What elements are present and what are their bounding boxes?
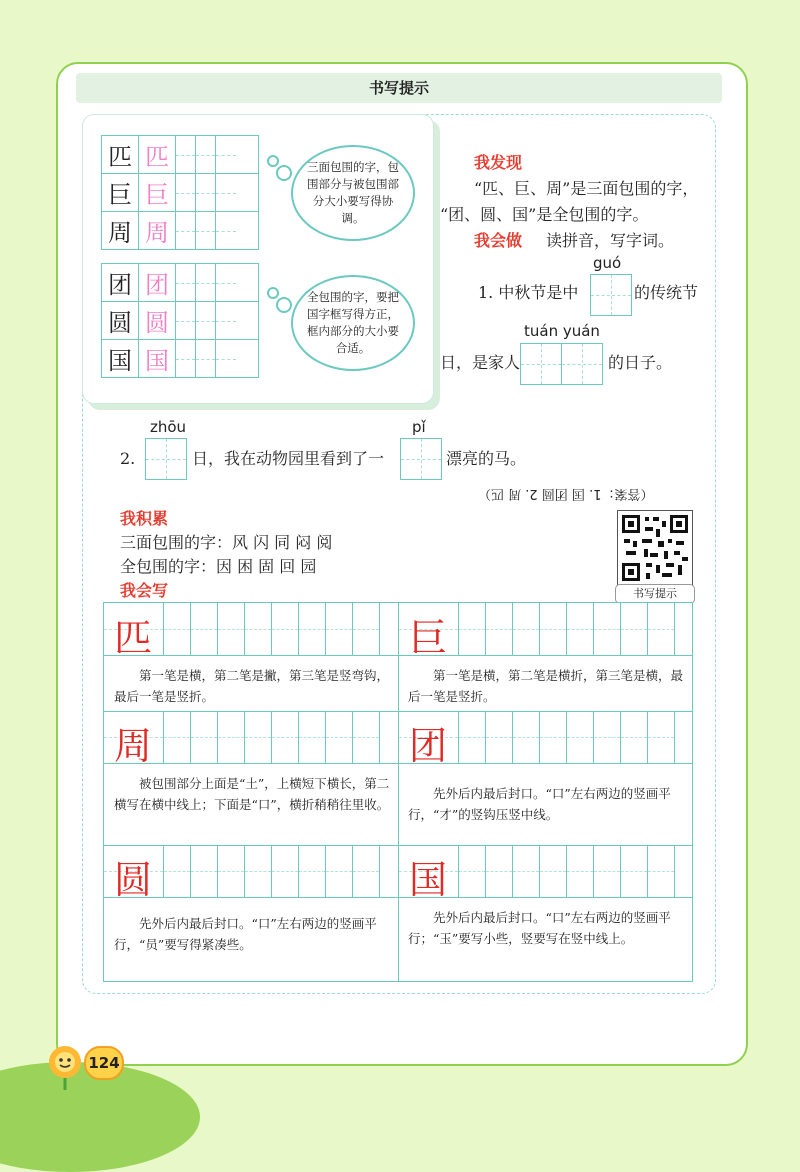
write-char-1: 匹 <box>114 616 153 660</box>
pinyin-guo: guó <box>593 254 622 272</box>
grid-cell <box>216 136 236 173</box>
pinyin-zhou: zhōu <box>150 418 187 436</box>
grid-cell <box>196 340 216 377</box>
thought-dot <box>267 287 279 299</box>
grid-char-trace: 团 <box>139 264 176 301</box>
accumulate-line-2: 全包围的字：因 困 固 回 园 <box>120 557 317 576</box>
grid-cell <box>176 264 196 301</box>
discover-heading: 我发现 <box>474 153 523 172</box>
write-desc-4: 先外后内最后封口。“口”左右两边的竖画平行，“才”的竖钩压竖中线。 <box>408 786 671 822</box>
answer-box-zhou[interactable] <box>145 438 187 480</box>
accumulate-line-1: 三面包围的字：风 闪 同 闷 阅 <box>120 533 333 552</box>
answer-key: （答案：1. 国 团圆 2. 周 匹） <box>478 486 654 501</box>
tip-cloud-full-enclosure: 全包围的字，要把国字框写得方正，框内部分的大小要合适。 <box>291 275 415 371</box>
grid-cell <box>216 212 236 249</box>
q1-text-part1: 1. 中秋节是中 <box>478 283 579 302</box>
thought-dot <box>267 155 279 167</box>
grid-cell <box>216 302 236 339</box>
grid-cell <box>196 264 216 301</box>
grid-char: 周 <box>102 212 139 249</box>
write-desc-5: 先外后内最后封口。“口”左右两边的竖画平行，“员”要写得紧凑些。 <box>114 916 377 952</box>
answer-box-guo[interactable] <box>590 274 632 316</box>
grid-row <box>102 136 258 174</box>
thought-dot <box>276 297 292 313</box>
column-divider <box>398 603 399 981</box>
accumulate-heading: 我积累 <box>120 509 169 528</box>
write-desc-6: 先外后内最后封口。“口”左右两边的竖画平行；“玉”要写小些，竖要写在竖中线上。 <box>408 910 671 946</box>
grid-cell <box>196 212 216 249</box>
grid-row <box>102 302 258 340</box>
grid-char: 团 <box>102 264 139 301</box>
grid-cell <box>176 174 196 211</box>
three-side-grid <box>101 135 259 250</box>
grid-char: 国 <box>102 340 139 377</box>
q2-text-part2: 漂亮的马。 <box>446 449 527 468</box>
qr-label: 书写提示 <box>615 584 695 604</box>
grid-char-trace: 匹 <box>139 136 176 173</box>
write-heading: 我会写 <box>120 581 169 600</box>
row-divider <box>104 655 692 656</box>
grid-char-trace: 周 <box>139 212 176 249</box>
grid-char-trace: 巨 <box>139 174 176 211</box>
grid-cell <box>196 174 216 211</box>
grid-char-trace: 国 <box>139 340 176 377</box>
grid-cell <box>176 302 196 339</box>
can-do-heading: 我会做 <box>474 231 523 250</box>
grid-char: 巨 <box>102 174 139 211</box>
grid-cell <box>176 212 196 249</box>
writing-practice-table <box>103 602 693 982</box>
thought-dot <box>276 165 292 181</box>
q2-label: 2. <box>120 449 136 468</box>
write-char-3: 周 <box>114 724 153 768</box>
qr-code[interactable] <box>617 510 693 586</box>
grid-row <box>102 212 258 249</box>
can-do-instruction: 读拼音，写字词。 <box>546 231 675 250</box>
page-title: 书写提示 <box>76 73 722 103</box>
write-char-5: 圆 <box>114 858 153 902</box>
answer-box-pi[interactable] <box>400 438 442 480</box>
grid-cell <box>176 340 196 377</box>
full-enclosure-grid <box>101 263 259 378</box>
write-char-4: 团 <box>409 724 448 768</box>
grid-cell <box>196 302 216 339</box>
grid-char: 匹 <box>102 136 139 173</box>
q1-text-part4: 的日子。 <box>608 353 673 372</box>
grid-char: 圆 <box>102 302 139 339</box>
row-divider <box>104 897 692 898</box>
grid-row <box>102 340 258 377</box>
page-number: 124 <box>84 1046 124 1080</box>
tip-cloud-three-side: 三面包围的字，包围部分与被包围部分大小要写得协调。 <box>291 145 415 241</box>
grid-row <box>102 264 258 302</box>
write-desc-3: 被包围部分上面是“土”，上横短下横长，第二横写在横中线上；下面是“口”，横折稍稍往里收。 <box>114 776 390 812</box>
character-panel <box>82 114 434 404</box>
grid-cell <box>216 264 236 301</box>
discover-line-2: “团、圆、国”是全包围的字。 <box>440 205 649 224</box>
grid-cell <box>216 174 236 211</box>
pinyin-pi: pǐ <box>412 418 426 436</box>
row-divider <box>104 763 692 764</box>
grid-char-trace: 圆 <box>139 302 176 339</box>
discover-line-1: “匹、巨、周”是三面包围的字， <box>474 179 699 198</box>
write-desc-1: 第一笔是横，第二笔是撇，第三笔是竖弯钩，最后一笔是竖折。 <box>114 668 390 704</box>
grid-cell <box>216 340 236 377</box>
grid-row <box>102 174 258 212</box>
write-char-2: 巨 <box>409 616 448 660</box>
q1-text-part2: 的传统节 <box>634 283 699 302</box>
write-char-6: 国 <box>409 858 448 902</box>
q2-text-part1: 日，我在动物园里看到了一 <box>192 449 385 468</box>
grid-cell <box>196 136 216 173</box>
pinyin-tuanyuan: tuán yuán <box>524 322 600 340</box>
qr-code-icon <box>618 511 692 585</box>
write-desc-2: 第一笔是横，第二笔是横折，第三笔是横，最后一笔是竖折。 <box>408 668 684 704</box>
q1-text-part3: 日，是家人 <box>440 353 521 372</box>
answer-box-tuan[interactable] <box>520 343 562 385</box>
grid-cell <box>176 136 196 173</box>
flower-icon <box>40 1040 90 1090</box>
answer-box-yuan[interactable] <box>561 343 603 385</box>
